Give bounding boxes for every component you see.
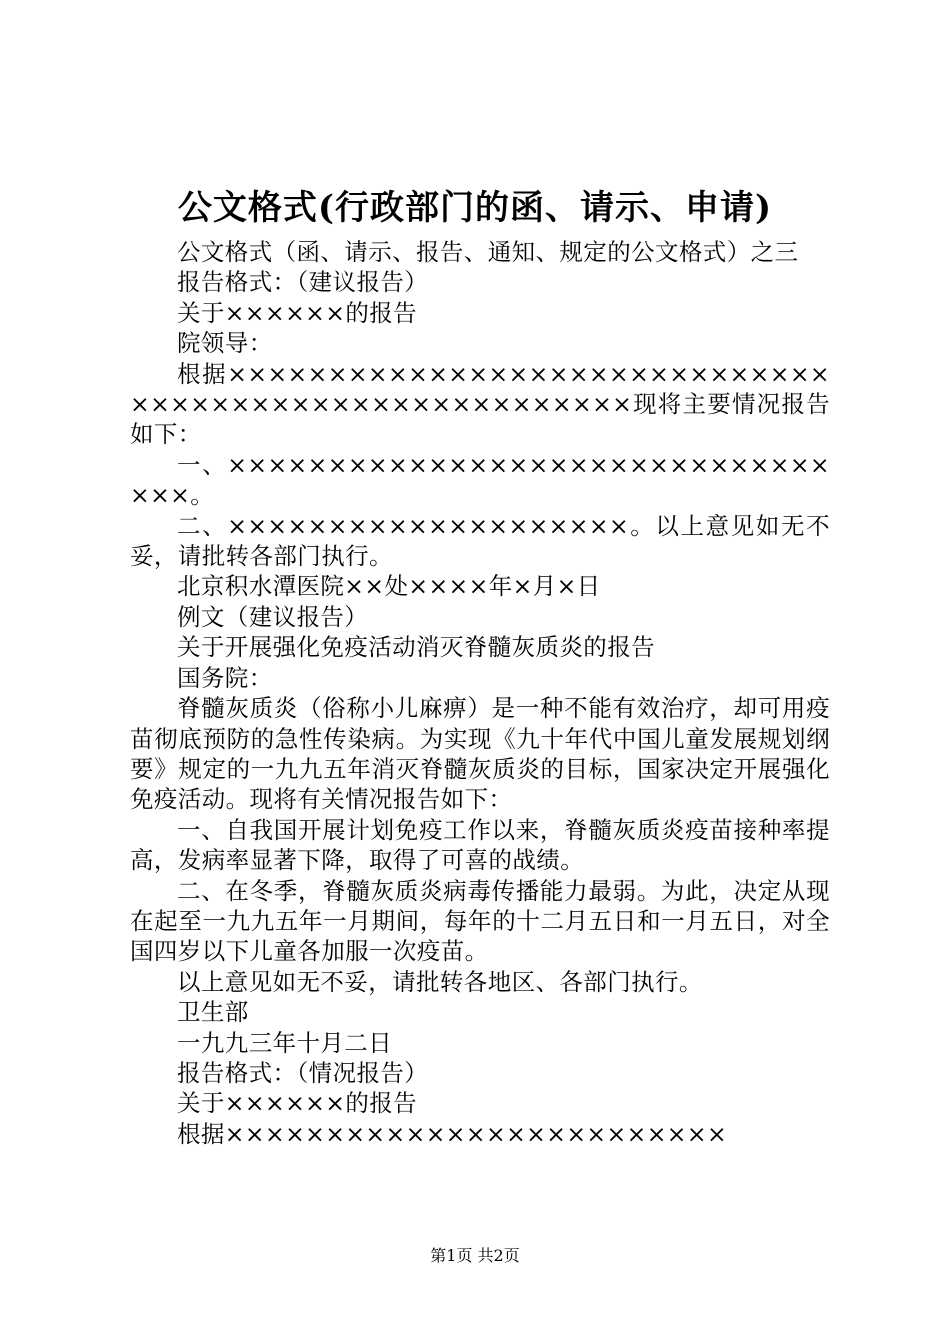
paragraph: 国务院： xyxy=(177,663,273,692)
paragraph: 以上意见如无不妥，请批转各地区、各部门执行。 xyxy=(177,967,703,996)
paragraph: 例文（建议报告） xyxy=(177,602,369,631)
paragraph: 二、在冬季，脊髓灰质炎病毒传播能力最弱。为此，决定从现在起至一九九五年一月期间，每年的十二月五日和一月五日，对全国四岁以下儿童各加服一次疫苗。 xyxy=(130,876,830,966)
paragraph: 二、××××××××××××××××××××。以上意见如无不妥，请批转各部门执行。 xyxy=(130,511,830,571)
document-body xyxy=(130,237,830,1149)
paragraph: 根据×××××××××××××××××××××××××××××××××××××××××××××××××××××××现将主要情况报告如下： xyxy=(130,359,830,449)
paragraph: 卫生部 xyxy=(177,998,249,1027)
paragraph: 关于××××××的报告 xyxy=(177,298,418,327)
paragraph: 一、自我国开展计划免疫工作以来，脊髓灰质炎疫苗接种率提高，发病率显著下降，取得了可喜的战绩。 xyxy=(130,815,830,875)
page-number-footer: 第1页 共2页 xyxy=(430,1246,520,1265)
paragraph: 一九九三年十月二日 xyxy=(177,1028,393,1057)
paragraph: 报告格式：（建议报告） xyxy=(177,268,429,297)
paragraph: 脊髓灰质炎（俗称小儿麻痹）是一种不能有效治疗，却可用疫苗彻底预防的急性传染病。为实现《九十年代中国儿童发展规划纲要》规定的一九九五年消灭脊髓灰质炎的目标，国家决定开展强化免疫活动。现将有关情况报告如下： xyxy=(130,694,830,814)
document-title: 公文格式(行政部门的函、请示、申请) xyxy=(177,188,773,228)
paragraph: 一、×××××××××××××××××××××××××××××××××。 xyxy=(130,450,830,510)
paragraph: 院领导： xyxy=(177,329,273,358)
paragraph: 报告格式：（情况报告） xyxy=(177,1058,429,1087)
paragraph: 北京积水潭医院××处××××年×月×日 xyxy=(177,572,601,601)
paragraph: 关于开展强化免疫活动消灭脊髓灰质炎的报告 xyxy=(177,633,655,662)
paragraph: 公文格式（函、请示、报告、通知、规定的公文格式）之三 xyxy=(177,238,799,266)
paragraph: 根据××××××××××××××××××××××××× xyxy=(177,1119,728,1148)
paragraph: 关于××××××的报告 xyxy=(177,1089,418,1118)
